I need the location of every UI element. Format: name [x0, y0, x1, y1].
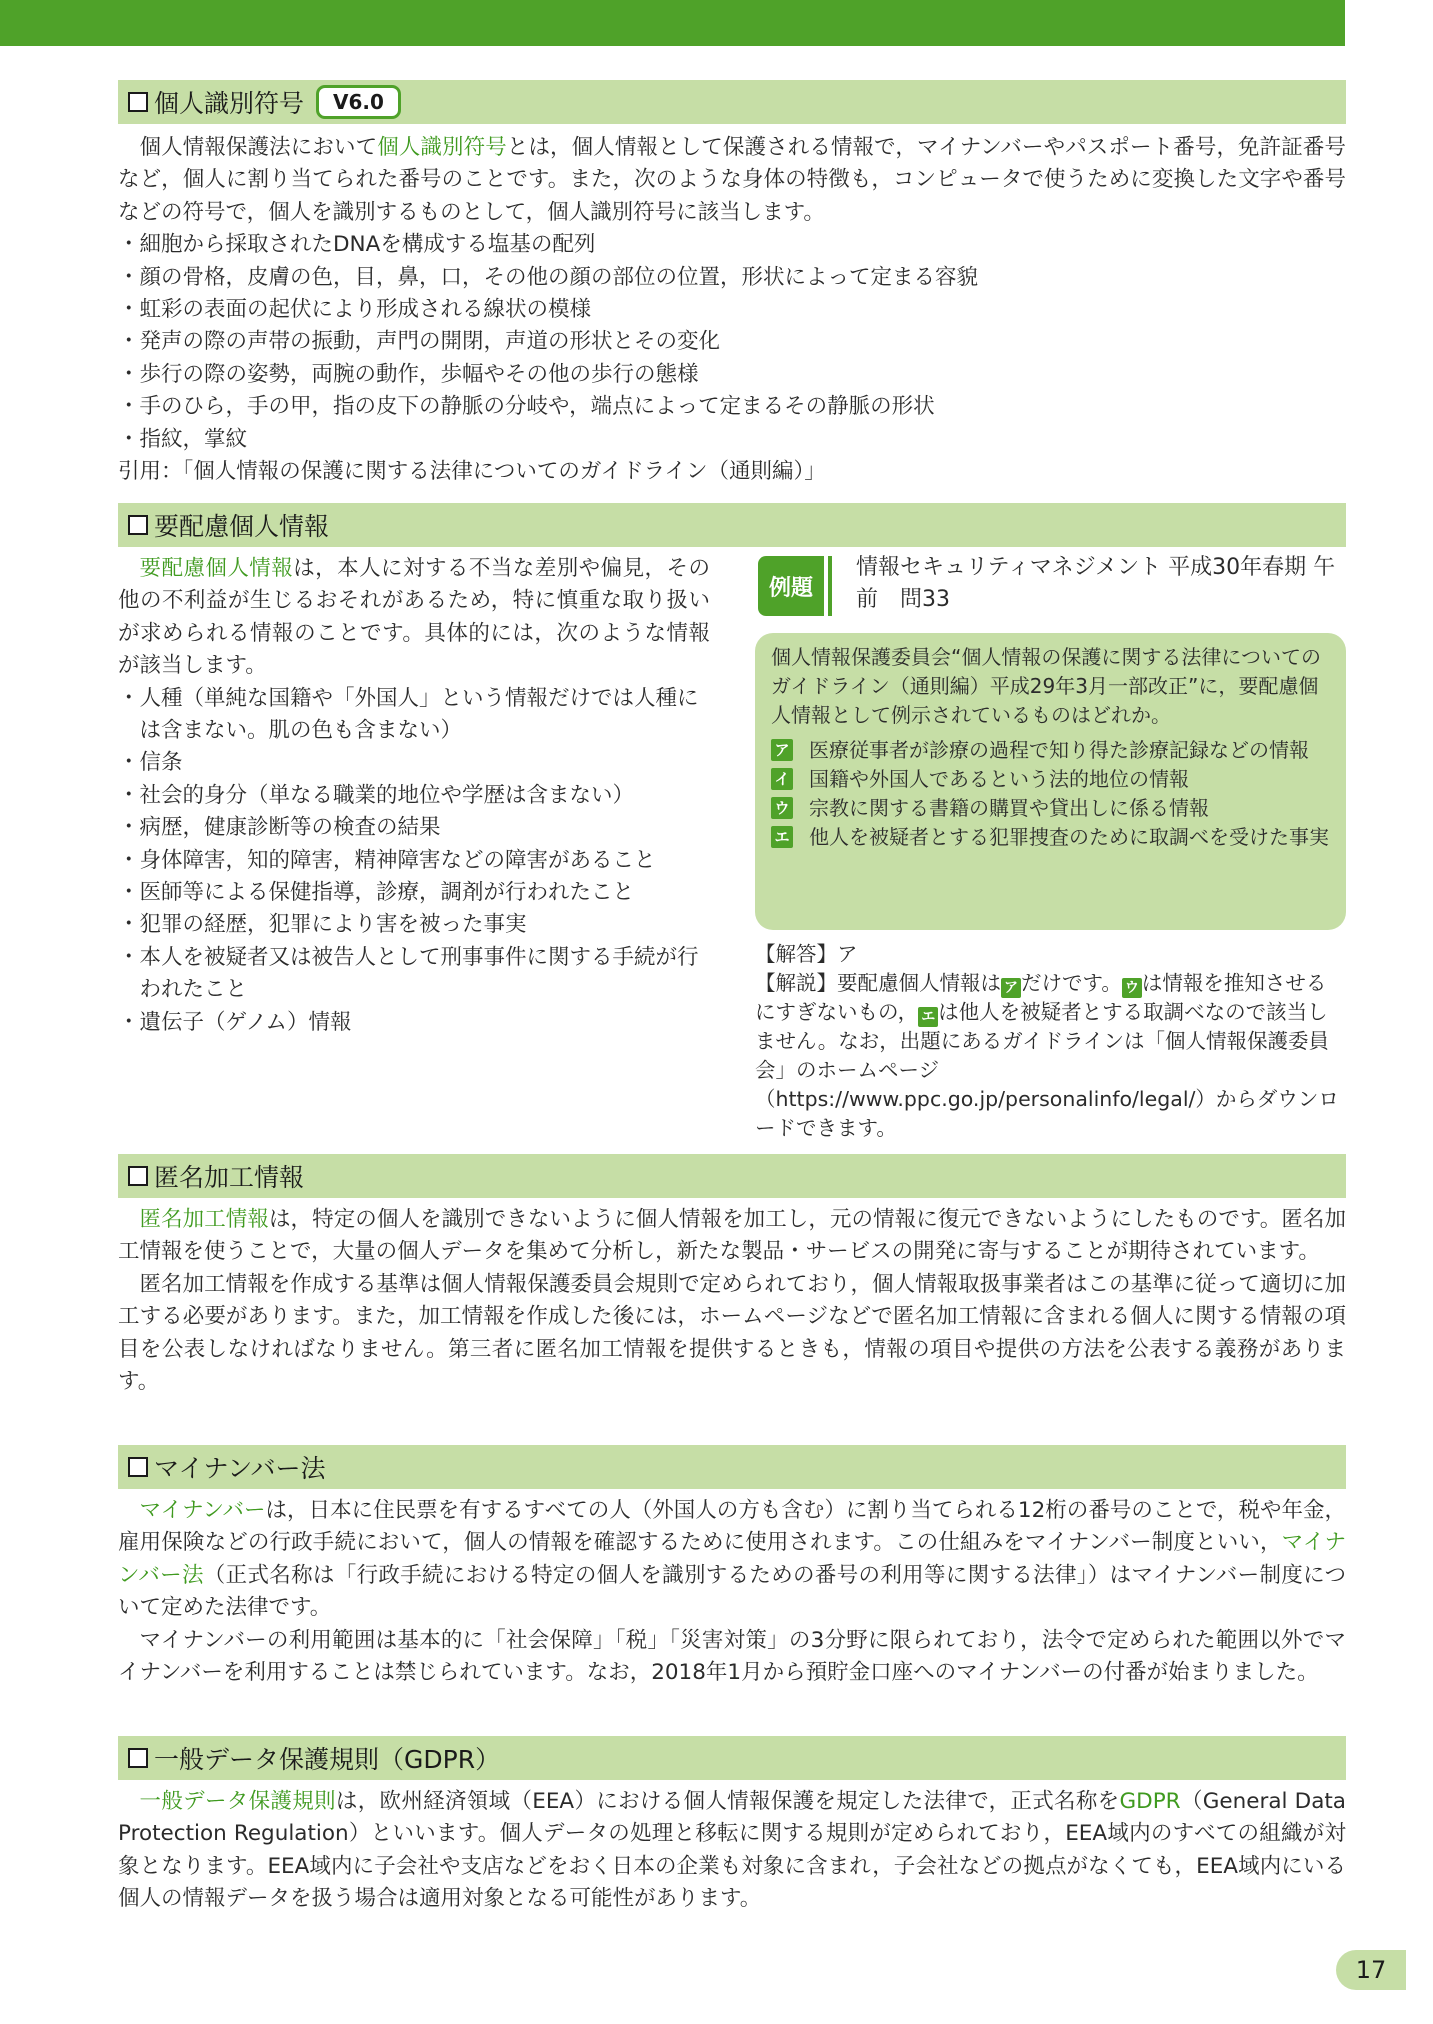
choice-text: 医療従事者が診療の過程で知り得た診療記録などの情報	[809, 738, 1309, 762]
quiz-question: 個人情報保護委員会“個人情報の保護に関する法律についてのガイドライン（通則編）平成29年3月一部改正”に，要配慮個人情報として例示されているものはどれか。	[771, 645, 1321, 727]
quiz-choice	[771, 736, 1330, 765]
list-item: ・本人を被疑者又は被告人として刑事事件に関する手続が行われたこと	[118, 944, 699, 1003]
checkbox-icon	[128, 1748, 148, 1768]
list-item: ・細胞から採取されたDNAを構成する塩基の配列	[118, 232, 596, 258]
example-title: 情報セキュリティマネジメント 平成30年春期 午前 問33	[856, 555, 1336, 612]
quiz-box	[755, 633, 1346, 930]
highlight-term: 一般データ保護規則	[139, 1789, 336, 1814]
choice-mark: ウ	[1122, 978, 1142, 998]
list-item: ・社会的身分（単なる職業的地位や学歴は含まない）	[118, 782, 635, 808]
choice-mark: ア	[1001, 978, 1021, 998]
quiz-choice	[771, 765, 1330, 794]
paragraph: 要配慮個人情報は，本人に対する不当な差別や偏見，その他の不利益が生じるおそれがあるため，特に慎重な取り扱いが求められる情報のことです。具体的には，次のような情報が該当します。	[118, 556, 710, 679]
list-item: ・歩行の際の姿勢，両腕の動作，歩幅やその他の歩行の態様	[118, 361, 699, 387]
paragraph: 匿名加工情報は，特定の個人を識別できないように個人情報を加工し，元の情報に復元できないようにしたものです。匿名加工情報を使うことで，大量の個人データを集めて分析し，新たな製品・サービスの開発に寄与することが期待されています。	[118, 1207, 1346, 1265]
paragraph: マイナンバーは，日本に住民票を有するすべての人（外国人の方も含む）に割り当てられる12桁の番号のことで，税や年金，雇用保険などの行政手続において，個人の情報を確認するために使用されます。この仕組みをマイナンバー制度といい，マイナンバー法（正式名称は「行政手続における特定の個人を識別するための番号の利用等に関する法律」）はマイナンバー制度について定めた法律です。	[118, 1498, 1346, 1621]
list-item: ・虹彩の表面の起伏により形成される線状の模様	[118, 297, 592, 323]
section-body-personal-identifier	[118, 132, 1346, 488]
example-badge: 例題	[758, 556, 824, 616]
section-body-sensitive-info	[118, 553, 710, 1039]
answer-block	[755, 940, 1346, 1143]
list-item: ・遺伝子（ゲノム）情報	[118, 1009, 352, 1035]
paragraph: 一般データ保護規則は，欧州経済領域（EEA）における個人情報保護を規定した法律で，正式名称をGDPR（General Data Protection Regulation）といいます。個人データの処理と移転に関する規則が定められており，EEA域内のすべての組織が対象となります。EEA域内に子会社や支店などをおく日本の企業も対象に含まれ，子会社などの拠点がなくても，EEA域内にいる個人の情報データを扱う場合は適用対象となる可能性があります。	[118, 1789, 1346, 1912]
answer-line: 【解答】ア	[755, 942, 858, 966]
choice-text: 国籍や外国人であるという法的地位の情報	[809, 767, 1189, 791]
section-body-gdpr	[118, 1786, 1346, 1916]
choice-mark: ウ	[771, 797, 793, 819]
choice-mark: エ	[918, 1007, 938, 1027]
checkbox-icon	[128, 515, 148, 535]
highlight-term: 個人識別符号	[377, 135, 507, 160]
highlight-term: 匿名加工情報	[139, 1207, 269, 1232]
checkbox-icon	[128, 1457, 148, 1477]
choice-mark: イ	[771, 768, 793, 790]
choice-mark: エ	[771, 826, 793, 848]
section-header-sensitive-info	[118, 503, 1346, 547]
highlight-term: マイナンバー	[139, 1498, 266, 1523]
sensitive-info-list	[118, 683, 710, 1039]
section-title: マイナンバー法	[154, 1454, 326, 1483]
highlight-term: マイナンバー法	[118, 1530, 1346, 1588]
section-title: 要配慮個人情報	[154, 512, 330, 541]
section-body-my-number-law	[118, 1495, 1346, 1689]
list-item: ・身体障害，知的障害，精神障害などの障害があること	[118, 847, 656, 873]
choice-text: 他人を被疑者とする犯罪捜査のために取調べを受けた事実	[809, 825, 1329, 849]
list-item: ・発声の際の声帯の振動，声門の開閉，声道の形状とその変化	[118, 329, 721, 355]
list-item: ・病歴，健康診断等の検査の結果	[118, 815, 441, 841]
highlight-term: 要配慮個人情報	[139, 556, 294, 581]
feature-list	[118, 229, 1346, 456]
citation: 引用：「個人情報の保護に関する法律についてのガイドライン（通則編）」	[118, 459, 826, 485]
section-body-anonymized-info	[118, 1204, 1346, 1398]
section-title: 一般データ保護規則（GDPR）	[154, 1745, 501, 1774]
top-color-bar	[0, 0, 1345, 46]
paragraph: 個人情報保護法において個人識別符号とは，個人情報として保護される情報で，マイナンバーやパスポート番号，免許証番号など，個人に割り当てられた番号のことです。また，次のような身体の特徴も，コンピュータで使うために変換した文字や番号などの符号で，個人を識別するものとして，個人識別符号に該当します。	[118, 135, 1346, 225]
checkbox-icon	[128, 92, 148, 112]
section-header-my-number-law	[118, 1445, 1346, 1489]
section-header-gdpr	[118, 1736, 1346, 1780]
section-title: 匿名加工情報	[154, 1163, 305, 1192]
list-item: ・人種（単純な国籍や「外国人」という情報だけでは人種には含まない。肌の色も含まない）	[118, 685, 699, 744]
highlight-term: GDPR	[1119, 1789, 1181, 1814]
list-item: ・犯罪の経歴，犯罪により害を被った事実	[118, 912, 527, 938]
list-item: ・医師等による保健指導，診療，調剤が行われたこと	[118, 880, 635, 906]
list-item: ・信条	[118, 750, 183, 776]
quiz-choice	[771, 794, 1330, 823]
list-item: ・手のひら，手の甲，指の皮下の静脈の分岐や，端点によって定まるその静脈の形状	[118, 394, 935, 420]
paragraph: マイナンバーの利用範囲は基本的に「社会保障」「税」「災害対策」の3分野に限られており，法令で定められた範囲以外でマイナンバーを利用することは禁じられています。なお，2018年1月から預貯金口座へのマイナンバーの付番が始まりました。	[118, 1627, 1346, 1686]
choice-text: 宗教に関する書籍の購買や貸出しに係る情報	[809, 796, 1209, 820]
version-badge: V6.0	[316, 85, 401, 119]
choice-mark: ア	[771, 739, 793, 761]
section-header-anonymized-info	[118, 1154, 1346, 1198]
explanation: 【解説】要配慮個人情報は ア だけです。 ウ は情報を推知させるにすぎないもの， エ は他人を被疑者とする取調べなので該当しません。なお，出題にあるガイドラインは「個人情報保護委員会」のホームページ（https://www.ppc.go.jp/personalinfo/legal/）からダウンロードできます。	[755, 971, 1339, 1140]
quiz-choice	[771, 823, 1330, 852]
section-title: 個人識別符号	[154, 89, 305, 118]
section-header-personal-identifier	[118, 80, 1346, 124]
page-number: 17	[1336, 1950, 1406, 1990]
paragraph: 匿名加工情報を作成する基準は個人情報保護委員会規則で定められており，個人情報取扱事業者はこの基準に従って適切に加工する必要があります。また，加工情報を作成した後には，ホームページなどで匿名加工情報に含まれる個人に関する情報の項目を公表しなければなりません。第三者に匿名加工情報を提供するときも，情報の項目や提供の方法を公表する義務があります。	[118, 1271, 1346, 1395]
list-item: ・顔の骨格，皮膚の色，目，鼻，口，その他の顔の部位の位置，形状によって定まる容貌	[118, 264, 979, 290]
list-item: ・指紋，掌紋	[118, 426, 248, 452]
checkbox-icon	[128, 1166, 148, 1186]
